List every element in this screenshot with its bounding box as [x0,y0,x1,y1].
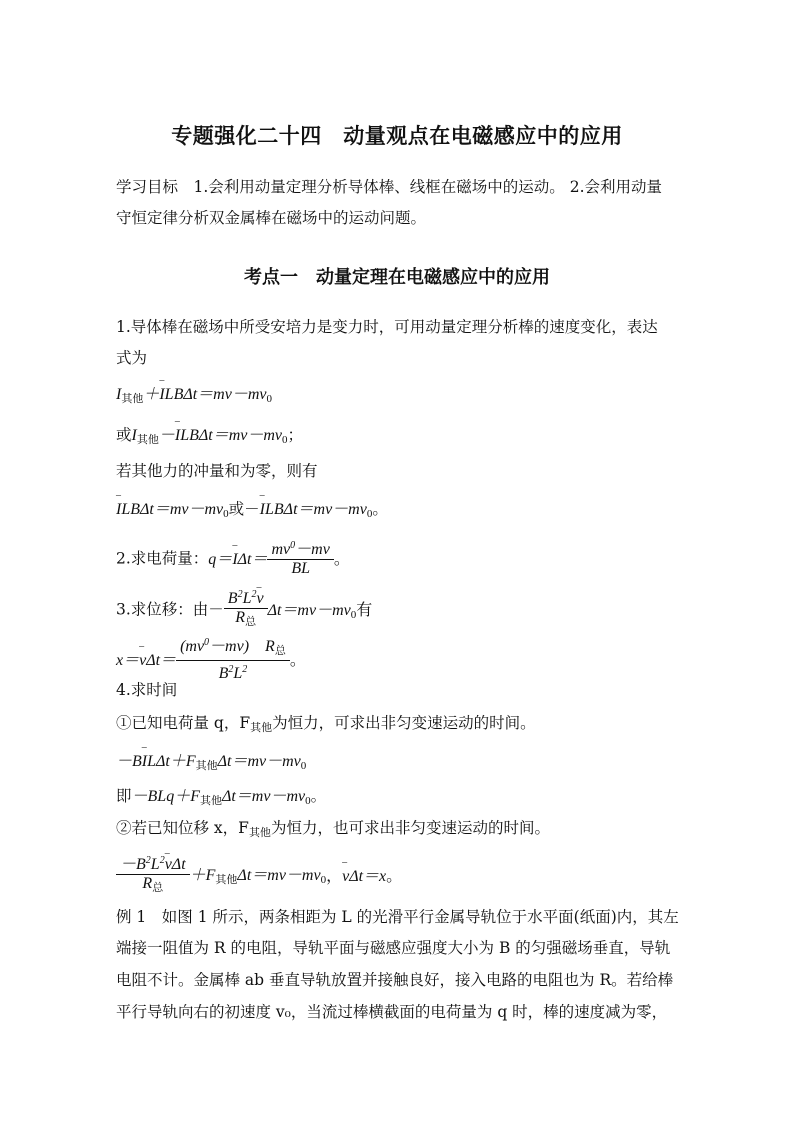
equation-time-2: 即$-BLq+F_{其他}\Delta t=mv-mv_0$。 [116,787,327,807]
condition-text: 若其他力的冲量和为零，则有 [116,462,318,480]
example-line-1: 例 1 如图 1 所示，两条相距为 L 的光滑平行金属导轨位于水平面(纸面)内，其左 [116,908,679,926]
example-line-2: 端接一阻值为 R 的电阻，导轨平面与磁感应强度大小为 B 的匀强磁场垂直，导轨 [116,939,671,957]
find-time-heading: 4.求时间 [116,681,178,699]
learning-objectives-line-1: 学习目标 1.会利用动量定理分析导体棒、线框在磁场中的运动。 2.会利用动量 [116,178,663,196]
displacement-formula-2: x＝– vΔt＝ $\frac{(mv^0-mv) R_总}{B^2L^2}$ 。 [116,634,306,683]
equation-time-1: －B– $IL\Delta t+F_{其他}\Delta t=mv-mv_0$ [116,754,306,772]
equation-momentum-3: – $ILB\Delta t=mv-mv_0$或－– $ILB\Delta t=mv-mv_0$。 [116,502,388,520]
displacement-formula-1: 3.求位移：由－ $\frac{B^2L^2- v}{R_总}$ $\Delta t=mv-mv_0$有 [116,586,372,631]
example-line-3: 电阻不计。金属棒 ab 垂直导轨放置并接触良好，接入电路的电阻也为 R。若给棒 [116,971,674,989]
case-1-text: ①已知电荷量 q，$F_{其他}$为恒力，可求出非匀变速运动的时间。 [116,714,536,734]
paragraph-1-line-2: 式为 [116,349,148,367]
learning-objectives-line-2: 守恒定律分析双金属棒在磁场中的运动问题。 [116,209,427,227]
equation-time-3: $\frac{-B^2L^2- v\Delta t}{R_总}$ $+F_{其他}\Delta t=mv-mv_0$，– vΔt＝x。 [116,852,402,897]
equation-momentum-1: $I_{其他}+-$ $ILB\Delta t=mv-mv_0$ [116,387,272,405]
page-title: 专题强化二十四 动量观点在电磁感应中的应用 [171,124,623,148]
equation-momentum-2: 或$I_{其他}--$ $ILB\Delta t=mv-mv_0$； [116,428,303,446]
example-line-4: 平行导轨向右的初速度 v₀，当流过棒横截面的电荷量为 q 时，棒的速度减为零， [116,1003,668,1021]
charge-formula: 2.求电荷量：q＝– IΔt＝ $\frac{mv^0-mv}{BL}$ 。 [116,537,350,578]
paragraph-1-line-1: 1.导体棒在磁场中所受安培力是变力时，可用动量定理分析棒的速度变化，表达 [116,318,658,336]
case-2-text: ②若已知位移 x，$F_{其他}$为恒力，也可求出非匀变速运动的时间。 [116,819,550,839]
section-heading: 考点一 动量定理在电磁感应中的应用 [244,267,550,288]
